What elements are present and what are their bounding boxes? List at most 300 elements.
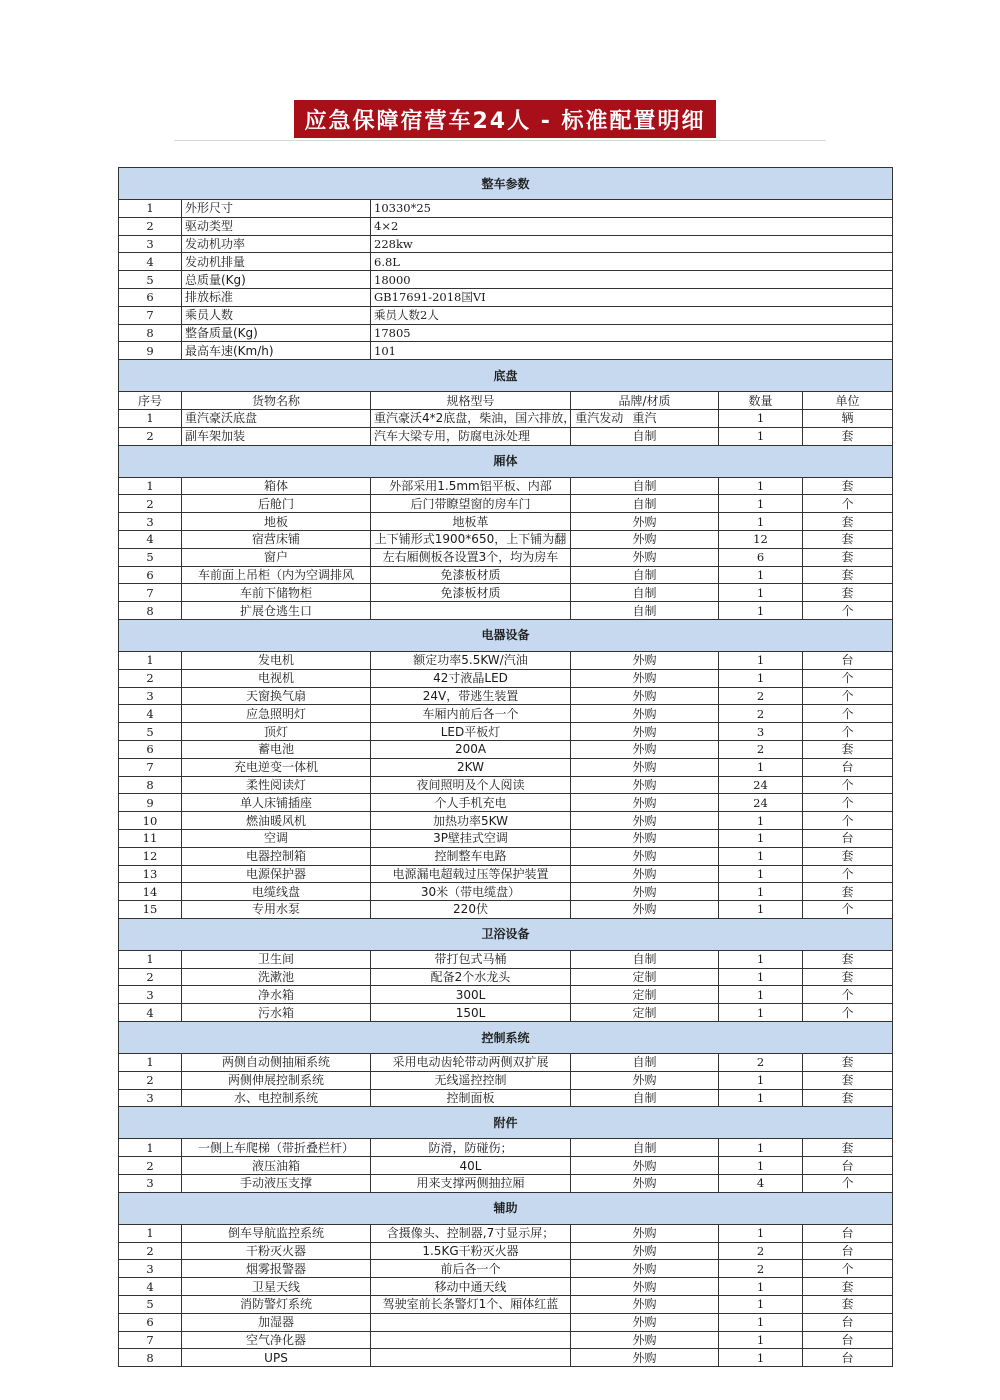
param-value: 4×2 [371,217,893,235]
item-brand: 外购 [571,1313,719,1331]
section-title: 辅助 [119,1192,893,1224]
item-qty: 24 [719,776,803,794]
item-brand: 外购 [571,1260,719,1278]
row-number: 1 [119,409,182,427]
row-number: 1 [119,477,182,495]
item-spec: 驾驶室前长条警灯1个、厢体红蓝 [371,1296,571,1314]
row-number: 8 [119,602,182,620]
item-spec: 汽车大梁专用，防腐电泳处理 [371,427,571,445]
item-qty: 2 [719,740,803,758]
item-spec: 2KW [371,758,571,776]
row-number: 8 [119,324,182,342]
item-brand: 自制 [571,566,719,584]
table-row [119,1157,893,1175]
item-brand: 外购 [571,883,719,901]
table-row [119,1071,893,1089]
item-name: 充电逆变一体机 [182,758,371,776]
item-spec: 外部采用1.5mm铝平板、内部 [371,477,571,495]
item-unit: 个 [803,1175,893,1193]
item-brand: 外购 [571,1157,719,1175]
item-qty: 24 [719,794,803,812]
section-title: 底盘 [119,360,893,392]
item-qty: 1 [719,1089,803,1107]
param-value: GB17691-2018国VI [371,288,893,306]
table-row [119,812,893,830]
row-number: 2 [119,495,182,513]
item-unit: 台 [803,758,893,776]
item-unit: 个 [803,687,893,705]
item-spec: 无线遥控控制 [371,1071,571,1089]
item-spec: 3P壁挂式空调 [371,829,571,847]
row-number: 1 [119,950,182,968]
row-number: 4 [119,253,182,271]
row-number: 2 [119,1242,182,1260]
item-brand: 外购 [571,865,719,883]
section-header [119,168,893,200]
table-row [119,950,893,968]
row-number: 2 [119,427,182,445]
row-number: 1 [119,651,182,669]
item-spec: 车厢内前后各一个 [371,705,571,723]
item-unit: 套 [803,847,893,865]
table-row [119,427,893,445]
item-name: 空调 [182,829,371,847]
table-row [119,513,893,531]
row-number: 1 [119,1054,182,1072]
row-number: 1 [119,1139,182,1157]
row-number: 6 [119,1313,182,1331]
item-unit: 套 [803,1054,893,1072]
item-brand: 外购 [571,1242,719,1260]
row-number: 3 [119,1089,182,1107]
param-name: 发动机排量 [182,253,371,271]
row-number: 5 [119,548,182,566]
table-row [119,1278,893,1296]
col-header-spec: 规格型号 [371,392,571,410]
item-unit: 台 [803,1242,893,1260]
table-row [119,829,893,847]
param-value: 101 [371,342,893,360]
item-unit: 套 [803,584,893,602]
item-brand: 外购 [571,901,719,919]
item-name: 液压油箱 [182,1157,371,1175]
item-name: 卫星天线 [182,1278,371,1296]
row-number: 3 [119,1260,182,1278]
table-row [119,968,893,986]
param-name: 排放标准 [182,288,371,306]
item-qty: 1 [719,1139,803,1157]
item-name: 单人床铺插座 [182,794,371,812]
item-unit: 台 [803,1224,893,1242]
item-unit: 个 [803,776,893,794]
row-number: 9 [119,794,182,812]
item-name: 干粉灭火器 [182,1242,371,1260]
item-unit: 套 [803,548,893,566]
row-number: 3 [119,235,182,253]
row-number: 4 [119,1278,182,1296]
item-unit: 个 [803,1004,893,1022]
item-spec: 采用电动齿轮带动两侧双扩展 [371,1054,571,1072]
item-unit: 套 [803,477,893,495]
param-value: 乘员人数2人 [371,306,893,324]
item-qty: 1 [719,1004,803,1022]
item-unit: 台 [803,1157,893,1175]
item-unit: 个 [803,986,893,1004]
item-unit: 个 [803,705,893,723]
table-row [119,740,893,758]
item-brand: 自制 [571,950,719,968]
item-name: 后舱门 [182,495,371,513]
item-brand: 外购 [571,829,719,847]
item-name: 电缆线盘 [182,883,371,901]
item-brand: 外购 [571,740,719,758]
table-row [119,1260,893,1278]
item-name: 水、电控制系统 [182,1089,371,1107]
item-unit: 套 [803,1071,893,1089]
item-qty: 1 [719,1224,803,1242]
item-unit: 台 [803,829,893,847]
item-name: 空气净化器 [182,1331,371,1349]
item-qty: 1 [719,1071,803,1089]
section-title: 整车参数 [119,168,893,200]
item-unit: 套 [803,1139,893,1157]
section-header [119,918,893,950]
item-qty: 1 [719,950,803,968]
row-number: 2 [119,1071,182,1089]
item-unit: 套 [803,883,893,901]
param-name: 总质量(Kg) [182,271,371,289]
item-spec: 42寸液晶LED [371,669,571,687]
section-title: 附件 [119,1107,893,1139]
item-brand: 外购 [571,548,719,566]
item-qty: 1 [719,1157,803,1175]
item-unit: 个 [803,602,893,620]
row-number: 8 [119,776,182,794]
col-header-qty: 数量 [719,392,803,410]
col-header-name: 货物名称 [182,392,371,410]
item-qty: 1 [719,1331,803,1349]
item-name: 燃油暖风机 [182,812,371,830]
row-number: 10 [119,812,182,830]
item-brand: 定制 [571,968,719,986]
item-name: 两侧自动侧抽厢系统 [182,1054,371,1072]
item-unit: 台 [803,1313,893,1331]
item-qty: 1 [719,513,803,531]
item-qty: 1 [719,409,803,427]
item-brand: 自制 [571,1089,719,1107]
row-number: 4 [119,530,182,548]
param-value: 228kw [371,235,893,253]
item-qty: 1 [719,901,803,919]
item-unit: 个 [803,495,893,513]
item-spec: 免漆板材质 [371,584,571,602]
item-name: 车前下储物柜 [182,584,371,602]
table-row [119,1004,893,1022]
item-spec: 控制面板 [371,1089,571,1107]
row-number: 7 [119,1331,182,1349]
table-row [119,1089,893,1107]
row-number: 13 [119,865,182,883]
item-name: 宿营床铺 [182,530,371,548]
item-qty: 1 [719,829,803,847]
item-spec: 配备2个水龙头 [371,968,571,986]
item-unit: 辆 [803,409,893,427]
item-spec: LED平板灯 [371,723,571,741]
item-name: 电视机 [182,669,371,687]
item-name: 顶灯 [182,723,371,741]
item-brand: 外购 [571,847,719,865]
row-number: 6 [119,566,182,584]
table-row [119,530,893,548]
row-number: 11 [119,829,182,847]
table-row [119,1139,893,1157]
item-spec: 1.5KG干粉灭火器 [371,1242,571,1260]
spec-table [118,167,893,1367]
param-value: 6.8L [371,253,893,271]
row-number: 3 [119,1175,182,1193]
section-header [119,1192,893,1224]
item-qty: 1 [719,968,803,986]
item-spec: 个人手机充电 [371,794,571,812]
item-qty: 2 [719,1260,803,1278]
item-qty: 1 [719,651,803,669]
row-number: 2 [119,1157,182,1175]
item-spec: 后门带瞭望窗的房车门 [371,495,571,513]
row-number: 3 [119,986,182,1004]
item-qty: 1 [719,1349,803,1367]
item-spec: 免漆板材质 [371,566,571,584]
item-name: 污水箱 [182,1004,371,1022]
item-spec: 40L [371,1157,571,1175]
item-brand: 外购 [571,776,719,794]
item-spec: 150L [371,1004,571,1022]
item-qty: 1 [719,495,803,513]
item-spec: 带打包式马桶 [371,950,571,968]
item-qty: 12 [719,530,803,548]
document-title: 应急保障宿营车24人 - 标准配置明细 [294,100,716,138]
row-number: 5 [119,1296,182,1314]
section-title: 控制系统 [119,1022,893,1054]
item-qty: 1 [719,427,803,445]
item-brand: 外购 [571,687,719,705]
item-qty: 1 [719,669,803,687]
table-row [119,847,893,865]
item-qty: 1 [719,883,803,901]
col-header-unit: 单位 [803,392,893,410]
item-brand: 外购 [571,513,719,531]
row-number: 7 [119,758,182,776]
item-brand: 自制 [571,495,719,513]
section-header [119,445,893,477]
item-name: 蓄电池 [182,740,371,758]
item-brand: 自制 [571,427,719,445]
item-unit: 套 [803,530,893,548]
item-unit: 套 [803,1278,893,1296]
item-name: 加湿器 [182,1313,371,1331]
item-spec: 200A [371,740,571,758]
table-row [119,723,893,741]
item-name: 倒车导航监控系统 [182,1224,371,1242]
param-name: 整备质量(Kg) [182,324,371,342]
col-header-no: 序号 [119,392,182,410]
item-qty: 3 [719,723,803,741]
item-brand: 重汽 [571,409,719,427]
item-unit: 个 [803,1260,893,1278]
item-name: 天窗换气扇 [182,687,371,705]
table-row [119,1175,893,1193]
item-name: UPS [182,1349,371,1367]
row-number: 5 [119,271,182,289]
row-number: 6 [119,740,182,758]
item-brand: 外购 [571,669,719,687]
item-unit: 套 [803,740,893,758]
item-unit: 个 [803,865,893,883]
item-unit: 套 [803,1296,893,1314]
item-qty: 2 [719,1242,803,1260]
item-spec: 前后各一个 [371,1260,571,1278]
title-divider [174,140,826,141]
item-spec: 移动中通天线 [371,1278,571,1296]
item-brand: 定制 [571,1004,719,1022]
row-number: 12 [119,847,182,865]
item-name: 副车架加装 [182,427,371,445]
item-qty: 1 [719,566,803,584]
item-name: 发电机 [182,651,371,669]
item-name: 应急照明灯 [182,705,371,723]
table-row [119,217,893,235]
item-qty: 2 [719,1054,803,1072]
item-unit: 套 [803,566,893,584]
item-name: 窗户 [182,548,371,566]
item-spec: 左右厢侧板各设置3个，均为房车 [371,548,571,566]
table-row [119,883,893,901]
item-spec: 地板革 [371,513,571,531]
table-row [119,705,893,723]
item-name: 洗漱池 [182,968,371,986]
table-row [119,409,893,427]
item-brand: 外购 [571,1278,719,1296]
table-row [119,986,893,1004]
table-row [119,1242,893,1260]
item-spec: 夜间照明及个人阅读 [371,776,571,794]
table-row [119,794,893,812]
item-name: 烟雾报警器 [182,1260,371,1278]
item-brand: 外购 [571,1296,719,1314]
section-header [119,619,893,651]
table-row [119,253,893,271]
item-name: 卫生间 [182,950,371,968]
item-qty: 1 [719,584,803,602]
column-header-row [119,392,893,410]
param-name: 外形尺寸 [182,200,371,218]
row-number: 6 [119,288,182,306]
item-spec: 用来支撑两侧抽拉厢 [371,1175,571,1193]
item-name: 手动液压支撑 [182,1175,371,1193]
table-row [119,566,893,584]
item-qty: 1 [719,865,803,883]
row-number: 2 [119,669,182,687]
item-unit: 套 [803,513,893,531]
param-name: 驱动类型 [182,217,371,235]
section-title: 厢体 [119,445,893,477]
item-spec [371,1331,571,1349]
item-qty: 2 [719,705,803,723]
item-spec: 额定功率5.5KW/汽油 [371,651,571,669]
row-number: 1 [119,1224,182,1242]
item-unit: 个 [803,812,893,830]
table-row [119,324,893,342]
item-name: 箱体 [182,477,371,495]
param-value: 17805 [371,324,893,342]
item-brand: 外购 [571,794,719,812]
table-row [119,306,893,324]
item-brand: 定制 [571,986,719,1004]
item-name: 一侧上车爬梯（带折叠栏杆） [182,1139,371,1157]
table-row [119,271,893,289]
row-number: 15 [119,901,182,919]
item-brand: 外购 [571,651,719,669]
table-row [119,669,893,687]
table-row [119,200,893,218]
table-row [119,288,893,306]
item-name: 扩展仓逃生口 [182,602,371,620]
row-number: 9 [119,342,182,360]
row-number: 2 [119,217,182,235]
table-row [119,651,893,669]
table-row [119,687,893,705]
table-row [119,477,893,495]
item-brand: 自制 [571,584,719,602]
item-unit: 套 [803,1089,893,1107]
item-spec: 24V，带逃生装置 [371,687,571,705]
item-unit: 台 [803,651,893,669]
item-qty: 1 [719,758,803,776]
table-row [119,235,893,253]
table-row [119,758,893,776]
item-brand: 自制 [571,1139,719,1157]
item-name: 电源保护器 [182,865,371,883]
table-row [119,1296,893,1314]
item-spec: 300L [371,986,571,1004]
item-qty: 1 [719,986,803,1004]
item-unit: 台 [803,1331,893,1349]
item-name: 净水箱 [182,986,371,1004]
item-brand: 外购 [571,1224,719,1242]
table-row [119,584,893,602]
item-spec [371,1349,571,1367]
item-spec [371,602,571,620]
item-name: 柔性阅读灯 [182,776,371,794]
item-brand: 外购 [571,1071,719,1089]
row-number: 7 [119,584,182,602]
item-spec: 含摄像头、控制器,7寸显示屏； [371,1224,571,1242]
row-number: 2 [119,968,182,986]
item-brand: 外购 [571,758,719,776]
item-qty: 4 [719,1175,803,1193]
col-header-brand: 品牌/材质 [571,392,719,410]
item-brand: 外购 [571,723,719,741]
item-qty: 1 [719,602,803,620]
param-name: 乘员人数 [182,306,371,324]
table-row [119,1313,893,1331]
table-row [119,1054,893,1072]
item-spec: 上下铺形式1900*650，上下铺为翻 [371,530,571,548]
item-spec: 220伏 [371,901,571,919]
item-brand: 外购 [571,1175,719,1193]
param-name: 最高车速(Km/h) [182,342,371,360]
item-name: 重汽豪沃底盘 [182,409,371,427]
param-name: 发动机功率 [182,235,371,253]
